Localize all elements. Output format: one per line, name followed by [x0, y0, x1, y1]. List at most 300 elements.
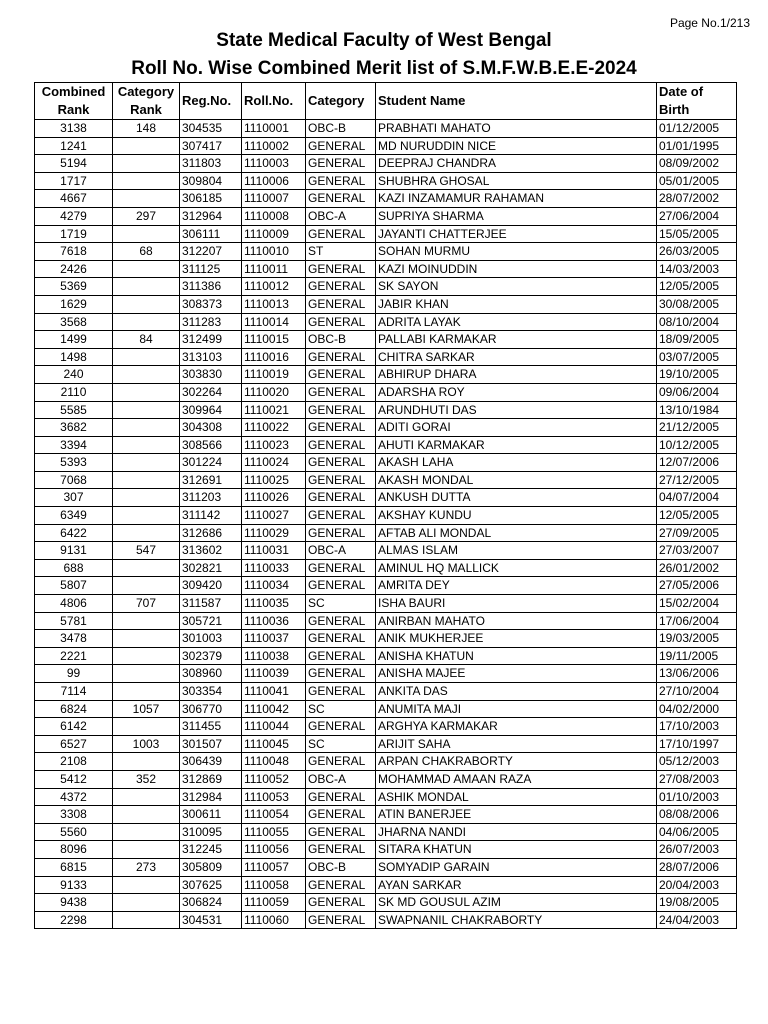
date-of-birth-cell: 04/07/2004: [657, 489, 737, 507]
table-row: [35, 366, 737, 384]
student-name-cell: ANKUSH DUTTA: [376, 489, 657, 507]
combined-rank-cell: 6527: [35, 735, 113, 753]
category-cell: SC: [306, 700, 376, 718]
category-rank-cell: [113, 823, 180, 841]
reg-no-cell: 303354: [180, 683, 242, 701]
student-name-cell: ALMAS ISLAM: [376, 542, 657, 560]
reg-no-cell: 308566: [180, 436, 242, 454]
combined-rank-cell: 6349: [35, 507, 113, 525]
student-name-cell: SOHAN MURMU: [376, 243, 657, 261]
category-cell: GENERAL: [306, 630, 376, 648]
table-row: [35, 806, 737, 824]
category-rank-cell: [113, 577, 180, 595]
student-name-cell: MOHAMMAD AMAAN RAZA: [376, 770, 657, 788]
roll-no-cell: 1110020: [242, 383, 306, 401]
combined-rank-cell: 4667: [35, 190, 113, 208]
roll-no-cell: 1110053: [242, 788, 306, 806]
combined-rank-cell: 4372: [35, 788, 113, 806]
category-cell: OBC-A: [306, 542, 376, 560]
category-cell: GENERAL: [306, 419, 376, 437]
roll-no-cell: 1110057: [242, 858, 306, 876]
table-row: [35, 207, 737, 225]
category-rank-cell: [113, 471, 180, 489]
roll-no-cell: 1110033: [242, 559, 306, 577]
table-row: [35, 788, 737, 806]
page-number: Page No.1/213: [669, 16, 750, 30]
table-row: [35, 612, 737, 630]
combined-rank-cell: 3568: [35, 313, 113, 331]
roll-no-cell: 1110038: [242, 647, 306, 665]
reg-no-cell: 306824: [180, 894, 242, 912]
category-cell: GENERAL: [306, 436, 376, 454]
combined-rank-cell: 9131: [35, 542, 113, 560]
category-rank-cell: [113, 876, 180, 894]
category-rank-cell: 707: [113, 595, 180, 613]
student-name-cell: AKSHAY KUNDU: [376, 507, 657, 525]
category-rank-cell: [113, 489, 180, 507]
reg-no-cell: 311803: [180, 155, 242, 173]
category-cell: GENERAL: [306, 665, 376, 683]
reg-no-cell: 308373: [180, 295, 242, 313]
date-of-birth-cell: 21/12/2005: [657, 419, 737, 437]
date-of-birth-cell: 17/10/2003: [657, 718, 737, 736]
combined-rank-cell: 6142: [35, 718, 113, 736]
category-cell: GENERAL: [306, 454, 376, 472]
student-name-cell: SITARA KHATUN: [376, 841, 657, 859]
combined-rank-cell: 6422: [35, 524, 113, 542]
student-name-cell: ADARSHA ROY: [376, 383, 657, 401]
reg-no-cell: 306770: [180, 700, 242, 718]
category-cell: GENERAL: [306, 348, 376, 366]
category-rank-cell: [113, 559, 180, 577]
table-row: [35, 753, 737, 771]
category-cell: GENERAL: [306, 471, 376, 489]
category-rank-cell: 148: [113, 120, 180, 138]
combined-rank-cell: 3682: [35, 419, 113, 437]
category-rank-cell: [113, 630, 180, 648]
date-of-birth-cell: 08/09/2002: [657, 155, 737, 173]
student-name-cell: ARIJIT SAHA: [376, 735, 657, 753]
roll-no-cell: 1110058: [242, 876, 306, 894]
header-category: Category: [306, 83, 376, 120]
category-cell: ST: [306, 243, 376, 261]
table-row: [35, 770, 737, 788]
category-cell: GENERAL: [306, 894, 376, 912]
date-of-birth-cell: 19/08/2005: [657, 894, 737, 912]
category-rank-cell: 273: [113, 858, 180, 876]
table-row: [35, 823, 737, 841]
reg-no-cell: 301507: [180, 735, 242, 753]
category-cell: GENERAL: [306, 683, 376, 701]
reg-no-cell: 312207: [180, 243, 242, 261]
roll-no-cell: 1110026: [242, 489, 306, 507]
roll-no-cell: 1110036: [242, 612, 306, 630]
category-rank-cell: [113, 665, 180, 683]
combined-rank-cell: 2110: [35, 383, 113, 401]
category-cell: GENERAL: [306, 718, 376, 736]
roll-no-cell: 1110045: [242, 735, 306, 753]
category-rank-cell: [113, 278, 180, 296]
combined-rank-cell: 7618: [35, 243, 113, 261]
table-row: [35, 524, 737, 542]
reg-no-cell: 311203: [180, 489, 242, 507]
date-of-birth-cell: 19/03/2005: [657, 630, 737, 648]
date-of-birth-cell: 15/02/2004: [657, 595, 737, 613]
reg-no-cell: 300611: [180, 806, 242, 824]
table-row: [35, 383, 737, 401]
roll-no-cell: 1110025: [242, 471, 306, 489]
category-rank-cell: 68: [113, 243, 180, 261]
combined-rank-cell: 99: [35, 665, 113, 683]
reg-no-cell: 311455: [180, 718, 242, 736]
student-name-cell: SK SAYON: [376, 278, 657, 296]
roll-no-cell: 1110029: [242, 524, 306, 542]
table-row: [35, 436, 737, 454]
table-row: [35, 454, 737, 472]
reg-no-cell: 306111: [180, 225, 242, 243]
table-row: [35, 313, 737, 331]
reg-no-cell: 307417: [180, 137, 242, 155]
category-cell: GENERAL: [306, 559, 376, 577]
date-of-birth-cell: 08/10/2004: [657, 313, 737, 331]
date-of-birth-cell: 09/06/2004: [657, 383, 737, 401]
category-rank-cell: [113, 137, 180, 155]
student-name-cell: ANISHA KHATUN: [376, 647, 657, 665]
table-row: [35, 137, 737, 155]
combined-rank-cell: 307: [35, 489, 113, 507]
category-cell: OBC-B: [306, 858, 376, 876]
date-of-birth-cell: 27/12/2005: [657, 471, 737, 489]
category-cell: GENERAL: [306, 876, 376, 894]
table-row: [35, 120, 737, 138]
category-cell: GENERAL: [306, 401, 376, 419]
category-cell: GENERAL: [306, 507, 376, 525]
reg-no-cell: 311283: [180, 313, 242, 331]
roll-no-cell: 1110015: [242, 331, 306, 349]
category-rank-cell: [113, 894, 180, 912]
category-cell: GENERAL: [306, 577, 376, 595]
reg-no-cell: 313103: [180, 348, 242, 366]
category-cell: GENERAL: [306, 524, 376, 542]
reg-no-cell: 312686: [180, 524, 242, 542]
roll-no-cell: 1110031: [242, 542, 306, 560]
combined-rank-cell: 1719: [35, 225, 113, 243]
reg-no-cell: 312245: [180, 841, 242, 859]
category-cell: GENERAL: [306, 489, 376, 507]
table-row: [35, 331, 737, 349]
category-rank-cell: [113, 225, 180, 243]
roll-no-cell: 1110012: [242, 278, 306, 296]
category-rank-cell: [113, 348, 180, 366]
reg-no-cell: 312984: [180, 788, 242, 806]
category-cell: GENERAL: [306, 806, 376, 824]
reg-no-cell: 312499: [180, 331, 242, 349]
date-of-birth-cell: 28/07/2006: [657, 858, 737, 876]
reg-no-cell: 311125: [180, 260, 242, 278]
reg-no-cell: 306185: [180, 190, 242, 208]
category-rank-cell: [113, 911, 180, 929]
roll-no-cell: 1110014: [242, 313, 306, 331]
category-rank-cell: [113, 295, 180, 313]
student-name-cell: ANUMITA MAJI: [376, 700, 657, 718]
date-of-birth-cell: 27/03/2007: [657, 542, 737, 560]
category-rank-cell: [113, 260, 180, 278]
table-row: [35, 665, 737, 683]
student-name-cell: ANIRBAN MAHATO: [376, 612, 657, 630]
table-row: [35, 260, 737, 278]
date-of-birth-cell: 27/10/2004: [657, 683, 737, 701]
category-cell: SC: [306, 595, 376, 613]
roll-no-cell: 1110019: [242, 366, 306, 384]
student-name-cell: ARUNDHUTI DAS: [376, 401, 657, 419]
reg-no-cell: 302264: [180, 383, 242, 401]
category-cell: GENERAL: [306, 155, 376, 173]
combined-rank-cell: 5560: [35, 823, 113, 841]
student-name-cell: MD NURUDDIN NICE: [376, 137, 657, 155]
table-row: [35, 348, 737, 366]
roll-no-cell: 1110021: [242, 401, 306, 419]
combined-rank-cell: 5194: [35, 155, 113, 173]
category-rank-cell: 297: [113, 207, 180, 225]
table-row: [35, 630, 737, 648]
category-rank-cell: 352: [113, 770, 180, 788]
combined-rank-cell: 1241: [35, 137, 113, 155]
student-name-cell: ADITI GORAI: [376, 419, 657, 437]
reg-no-cell: 305809: [180, 858, 242, 876]
reg-no-cell: 307625: [180, 876, 242, 894]
category-rank-cell: [113, 507, 180, 525]
reg-no-cell: 303830: [180, 366, 242, 384]
combined-rank-cell: 5369: [35, 278, 113, 296]
category-cell: GENERAL: [306, 788, 376, 806]
student-name-cell: AKASH MONDAL: [376, 471, 657, 489]
header-date-of-birth: Date of Birth: [657, 83, 737, 120]
combined-rank-cell: 3308: [35, 806, 113, 824]
student-name-cell: AKASH LAHA: [376, 454, 657, 472]
combined-rank-cell: 1499: [35, 331, 113, 349]
category-rank-cell: [113, 155, 180, 173]
combined-rank-cell: 7068: [35, 471, 113, 489]
roll-no-cell: 1110042: [242, 700, 306, 718]
category-cell: GENERAL: [306, 313, 376, 331]
student-name-cell: SOMYADIP GARAIN: [376, 858, 657, 876]
student-name-cell: AFTAB ALI MONDAL: [376, 524, 657, 542]
table-row: [35, 172, 737, 190]
table-row: [35, 295, 737, 313]
table-row: [35, 225, 737, 243]
reg-no-cell: 312869: [180, 770, 242, 788]
student-name-cell: ANISHA MAJEE: [376, 665, 657, 683]
combined-rank-cell: 3138: [35, 120, 113, 138]
date-of-birth-cell: 17/10/1997: [657, 735, 737, 753]
date-of-birth-cell: 05/01/2005: [657, 172, 737, 190]
student-name-cell: ANKITA DAS: [376, 683, 657, 701]
table-row: [35, 858, 737, 876]
student-name-cell: ISHA BAURI: [376, 595, 657, 613]
category-cell: GENERAL: [306, 190, 376, 208]
header-category-rank: Category Rank: [113, 83, 180, 120]
roll-no-cell: 1110003: [242, 155, 306, 173]
combined-rank-cell: 688: [35, 559, 113, 577]
category-cell: GENERAL: [306, 260, 376, 278]
roll-no-cell: 1110059: [242, 894, 306, 912]
category-rank-cell: [113, 718, 180, 736]
reg-no-cell: 304308: [180, 419, 242, 437]
roll-no-cell: 1110010: [242, 243, 306, 261]
date-of-birth-cell: 28/07/2002: [657, 190, 737, 208]
category-cell: GENERAL: [306, 295, 376, 313]
reg-no-cell: 305721: [180, 612, 242, 630]
roll-no-cell: 1110060: [242, 911, 306, 929]
header-reg-no: Reg.No.: [180, 83, 242, 120]
table-row: [35, 595, 737, 613]
category-cell: GENERAL: [306, 225, 376, 243]
date-of-birth-cell: 14/03/2003: [657, 260, 737, 278]
table-row: [35, 911, 737, 929]
student-name-cell: ARGHYA KARMAKAR: [376, 718, 657, 736]
combined-rank-cell: 6815: [35, 858, 113, 876]
student-name-cell: ADRITA LAYAK: [376, 313, 657, 331]
combined-rank-cell: 7114: [35, 683, 113, 701]
reg-no-cell: 310095: [180, 823, 242, 841]
category-rank-cell: [113, 612, 180, 630]
date-of-birth-cell: 26/07/2003: [657, 841, 737, 859]
combined-rank-cell: 4806: [35, 595, 113, 613]
roll-no-cell: 1110039: [242, 665, 306, 683]
category-rank-cell: [113, 841, 180, 859]
roll-no-cell: 1110009: [242, 225, 306, 243]
category-rank-cell: [113, 383, 180, 401]
table-row: [35, 542, 737, 560]
student-name-cell: PRABHATI MAHATO: [376, 120, 657, 138]
combined-rank-cell: 3394: [35, 436, 113, 454]
roll-no-cell: 1110041: [242, 683, 306, 701]
table-row: [35, 559, 737, 577]
date-of-birth-cell: 27/09/2005: [657, 524, 737, 542]
category-rank-cell: [113, 524, 180, 542]
category-rank-cell: [113, 806, 180, 824]
category-cell: OBC-A: [306, 770, 376, 788]
roll-no-cell: 1110034: [242, 577, 306, 595]
date-of-birth-cell: 26/01/2002: [657, 559, 737, 577]
student-name-cell: KAZI INZAMAMUR RAHAMAN: [376, 190, 657, 208]
category-rank-cell: [113, 313, 180, 331]
student-name-cell: KAZI MOINUDDIN: [376, 260, 657, 278]
category-cell: GENERAL: [306, 753, 376, 771]
student-name-cell: AMRITA DEY: [376, 577, 657, 595]
student-name-cell: JHARNA NANDI: [376, 823, 657, 841]
combined-rank-cell: 5412: [35, 770, 113, 788]
roll-no-cell: 1110002: [242, 137, 306, 155]
category-rank-cell: [113, 647, 180, 665]
combined-rank-cell: 6824: [35, 700, 113, 718]
roll-no-cell: 1110035: [242, 595, 306, 613]
table-row: [35, 507, 737, 525]
combined-rank-cell: 2221: [35, 647, 113, 665]
date-of-birth-cell: 04/06/2005: [657, 823, 737, 841]
roll-no-cell: 1110027: [242, 507, 306, 525]
student-name-cell: AMINUL HQ MALLICK: [376, 559, 657, 577]
category-cell: GENERAL: [306, 137, 376, 155]
student-name-cell: JAYANTI CHATTERJEE: [376, 225, 657, 243]
student-name-cell: ARPAN CHAKRABORTY: [376, 753, 657, 771]
combined-rank-cell: 9438: [35, 894, 113, 912]
category-cell: OBC-B: [306, 331, 376, 349]
category-cell: OBC-A: [306, 207, 376, 225]
table-header-row: [35, 83, 737, 120]
student-name-cell: SUPRIYA SHARMA: [376, 207, 657, 225]
reg-no-cell: 312691: [180, 471, 242, 489]
document-subtitle: Roll No. Wise Combined Merit list of S.M.F.W.B.E.E-2024: [131, 58, 637, 79]
combined-rank-cell: 240: [35, 366, 113, 384]
category-cell: GENERAL: [306, 172, 376, 190]
category-rank-cell: [113, 401, 180, 419]
date-of-birth-cell: 17/06/2004: [657, 612, 737, 630]
table-row: [35, 718, 737, 736]
student-name-cell: ANIK MUKHERJEE: [376, 630, 657, 648]
date-of-birth-cell: 27/08/2003: [657, 770, 737, 788]
date-of-birth-cell: 04/02/2000: [657, 700, 737, 718]
roll-no-cell: 1110013: [242, 295, 306, 313]
combined-rank-cell: 5807: [35, 577, 113, 595]
reg-no-cell: 312964: [180, 207, 242, 225]
category-rank-cell: 1057: [113, 700, 180, 718]
table-row: [35, 401, 737, 419]
category-cell: GENERAL: [306, 612, 376, 630]
header-combined-rank: Combined Rank: [35, 83, 113, 120]
category-cell: OBC-B: [306, 120, 376, 138]
header-student-name: Student Name: [376, 83, 657, 120]
category-cell: GENERAL: [306, 647, 376, 665]
combined-rank-cell: 5393: [35, 454, 113, 472]
student-name-cell: SK MD GOUSUL AZIM: [376, 894, 657, 912]
student-name-cell: ASHIK MONDAL: [376, 788, 657, 806]
combined-rank-cell: 1498: [35, 348, 113, 366]
date-of-birth-cell: 24/04/2003: [657, 911, 737, 929]
date-of-birth-cell: 13/06/2006: [657, 665, 737, 683]
table-row: [35, 735, 737, 753]
student-name-cell: ATIN BANERJEE: [376, 806, 657, 824]
roll-no-cell: 1110008: [242, 207, 306, 225]
reg-no-cell: 313602: [180, 542, 242, 560]
date-of-birth-cell: 12/05/2005: [657, 278, 737, 296]
roll-no-cell: 1110006: [242, 172, 306, 190]
category-rank-cell: [113, 753, 180, 771]
roll-no-cell: 1110048: [242, 753, 306, 771]
category-rank-cell: [113, 190, 180, 208]
date-of-birth-cell: 01/10/2003: [657, 788, 737, 806]
roll-no-cell: 1110016: [242, 348, 306, 366]
table-row: [35, 700, 737, 718]
date-of-birth-cell: 19/11/2005: [657, 647, 737, 665]
table-row: [35, 278, 737, 296]
roll-no-cell: 1110011: [242, 260, 306, 278]
category-cell: GENERAL: [306, 911, 376, 929]
table-row: [35, 683, 737, 701]
combined-rank-cell: 9133: [35, 876, 113, 894]
reg-no-cell: 302821: [180, 559, 242, 577]
table-row: [35, 243, 737, 261]
category-rank-cell: 1003: [113, 735, 180, 753]
date-of-birth-cell: 15/05/2005: [657, 225, 737, 243]
table-row: [35, 577, 737, 595]
table-row: [35, 647, 737, 665]
reg-no-cell: 311142: [180, 507, 242, 525]
header-roll-no: Roll.No.: [242, 83, 306, 120]
table-row: [35, 190, 737, 208]
roll-no-cell: 1110037: [242, 630, 306, 648]
category-cell: GENERAL: [306, 383, 376, 401]
